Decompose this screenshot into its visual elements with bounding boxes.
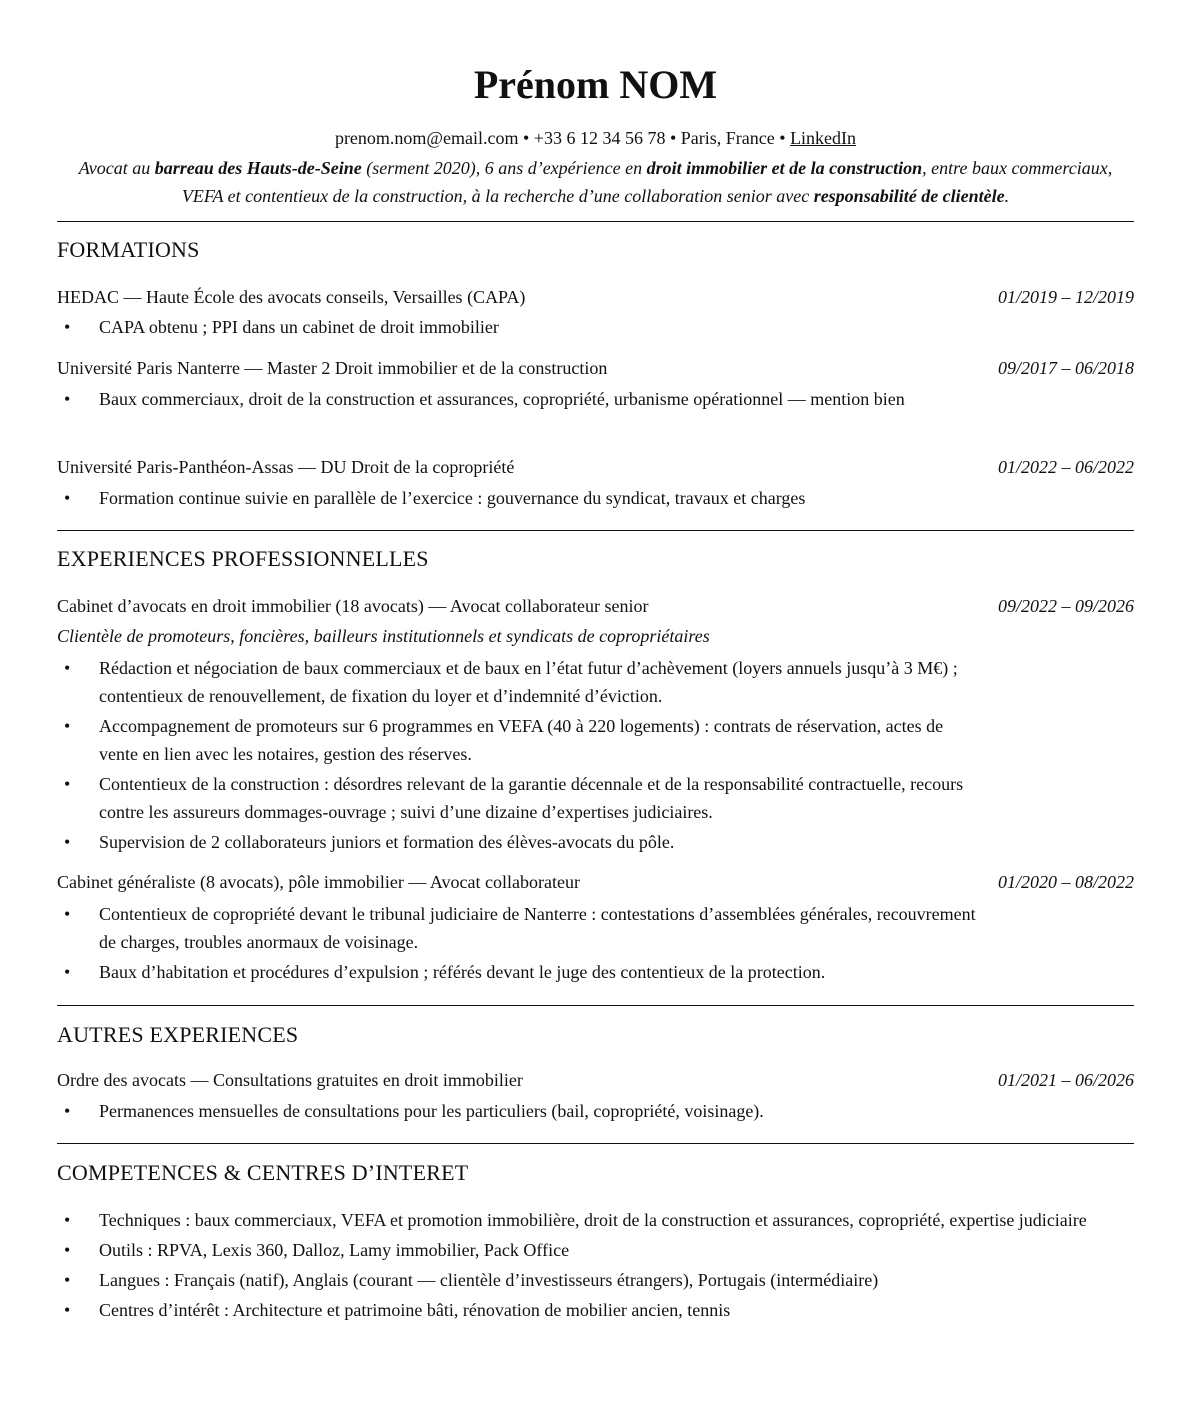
- bullet-list: [57, 484, 1057, 514]
- bullet-list: [57, 654, 977, 858]
- entry-subtitle: Clientèle de promoteurs, foncières, bailleurs institutionnels et syndicats de copropriétaires: [57, 626, 710, 646]
- summary-bold: barreau des Hauts-de-Seine: [154, 158, 362, 178]
- summary-text: , entre baux commerciaux, VEFA et contentieux de la construction, à la recherche d’une collaboration senior avec: [181, 158, 1113, 206]
- entry-date: 01/2019 – 12/2019: [997, 287, 1134, 307]
- list-item: • Formation continue suivie en parallèle de l’exercice : gouvernance du syndicat, travaux et charges: [57, 484, 1057, 512]
- list-item: • Contentieux de la construction : désordres relevant de la garantie décennale et de la responsabilité contractuelle, recours contre les assureurs dommages-ouvrage ; suivi d’une dizaine d’expertises judiciaires.: [57, 770, 977, 826]
- list-item: • Accompagnement de promoteurs sur 6 programmes en VEFA (40 à 220 logements) : contrats de réservation, actes de vente en lien avec les notaires, gestion des réserves.: [57, 712, 977, 768]
- bullet-list: [57, 313, 977, 343]
- separator: •: [518, 128, 534, 148]
- section-title-formations: FORMATIONS: [57, 237, 200, 262]
- summary-bold: responsabilité de clientèle: [813, 186, 1005, 206]
- list-item: • Baux d’habitation et procédures d’expulsion ; référés devant le juge des contentieux de la protection.: [57, 958, 977, 986]
- bullet-list: [57, 900, 977, 988]
- bullet-list: [57, 1097, 1057, 1127]
- location: Paris, France: [680, 128, 775, 148]
- list-item: • Rédaction et négociation de baux commerciaux et de baux en l’état futur d’achèvement (loyers annuels jusqu’à 3 M€) ; contentieux de renouvellement, de fixation du loyer et d’indemnité d’éviction.: [57, 654, 977, 710]
- entry-title: Université Paris Nanterre — Master 2 Droit immobilier et de la construction: [57, 358, 608, 378]
- entry-date: 01/2021 – 06/2026: [997, 1070, 1134, 1090]
- separator: •: [665, 128, 681, 148]
- experience-entry-heading: [57, 593, 1134, 619]
- section-divider: [57, 1143, 1134, 1144]
- formation-entry-heading: [57, 454, 1134, 480]
- list-item: • Permanences mensuelles de consultations pour les particuliers (bail, copropriété, voisinage).: [57, 1097, 1057, 1125]
- entry-title: Ordre des avocats — Consultations gratuites en droit immobilier: [57, 1070, 523, 1090]
- section-divider: [57, 221, 1134, 222]
- list-item: • Supervision de 2 collaborateurs juniors et formation des élèves-avocats du pôle.: [57, 828, 977, 856]
- section-title-experiences: EXPERIENCES PROFESSIONNELLES: [57, 546, 429, 571]
- entry-date: 01/2022 – 06/2022: [997, 457, 1134, 477]
- list-item: • CAPA obtenu ; PPI dans un cabinet de droit immobilier: [57, 313, 977, 341]
- list-item: • Outils : RPVA, Lexis 360, Dalloz, Lamy immobilier, Pack Office: [57, 1236, 1134, 1264]
- formation-entry-heading: [57, 284, 1134, 310]
- entry-title: Cabinet généraliste (8 avocats), pôle immobilier — Avocat collaborateur: [57, 872, 580, 892]
- separator: •: [774, 128, 791, 148]
- list-item: • Langues : Français (natif), Anglais (courant — clientèle d’investisseurs étrangers), Portugais (intermédiaire): [57, 1266, 1134, 1294]
- experience-entry-heading: [57, 869, 1134, 895]
- summary-text: Avocat au: [78, 158, 155, 178]
- summary-bold: droit immobilier et de la construction: [646, 158, 923, 178]
- linkedin-link[interactable]: LinkedIn: [790, 128, 857, 148]
- entry-date: 09/2017 – 06/2018: [997, 358, 1134, 378]
- formation-entry-heading: [57, 355, 1134, 381]
- entry-title: Cabinet d’avocats en droit immobilier (18 avocats) — Avocat collaborateur senior: [57, 596, 649, 616]
- list-item: • Contentieux de copropriété devant le tribunal judiciaire de Nanterre : contestations d’assemblées générales, recouvrement de charges, troubles anormaux de voisinage.: [57, 900, 977, 956]
- summary-text: (serment 2020), 6 ans d’expérience en: [361, 158, 647, 178]
- bullet-list: [57, 385, 977, 415]
- section-divider: [57, 530, 1134, 531]
- entry-title: Université Paris-Panthéon-Assas — DU Droit de la copropriété: [57, 457, 515, 477]
- list-item: • Centres d’intérêt : Architecture et patrimoine bâti, rénovation de mobilier ancien, tennis: [57, 1296, 1134, 1324]
- list-item: • Baux commerciaux, droit de la construction et assurances, copropriété, urbanisme opérationnel — mention bien: [57, 385, 977, 413]
- section-title-competences: COMPETENCES & CENTRES D’INTERET: [57, 1160, 469, 1185]
- profile-summary: [57, 154, 1134, 210]
- autre-entry-heading: [57, 1067, 1134, 1093]
- bullet-list: [57, 1206, 1134, 1326]
- summary-text: .: [1004, 186, 1010, 206]
- candidate-name: Prénom NOM: [473, 62, 718, 107]
- entry-title: HEDAC — Haute École des avocats conseils, Versailles (CAPA): [57, 287, 526, 307]
- section-divider: [57, 1005, 1134, 1006]
- entry-date: 09/2022 – 09/2026: [997, 596, 1134, 616]
- section-title-autres: AUTRES EXPERIENCES: [57, 1022, 299, 1047]
- phone: +33 6 12 34 56 78: [533, 128, 666, 148]
- list-item: • Techniques : baux commerciaux, VEFA et promotion immobilière, droit de la construction et assurances, copropriété, expertise judiciaire: [57, 1206, 1134, 1234]
- entry-date: 01/2020 – 08/2022: [997, 872, 1134, 892]
- email: prenom.nom@email.com: [334, 128, 519, 148]
- contact-line: [57, 125, 1134, 151]
